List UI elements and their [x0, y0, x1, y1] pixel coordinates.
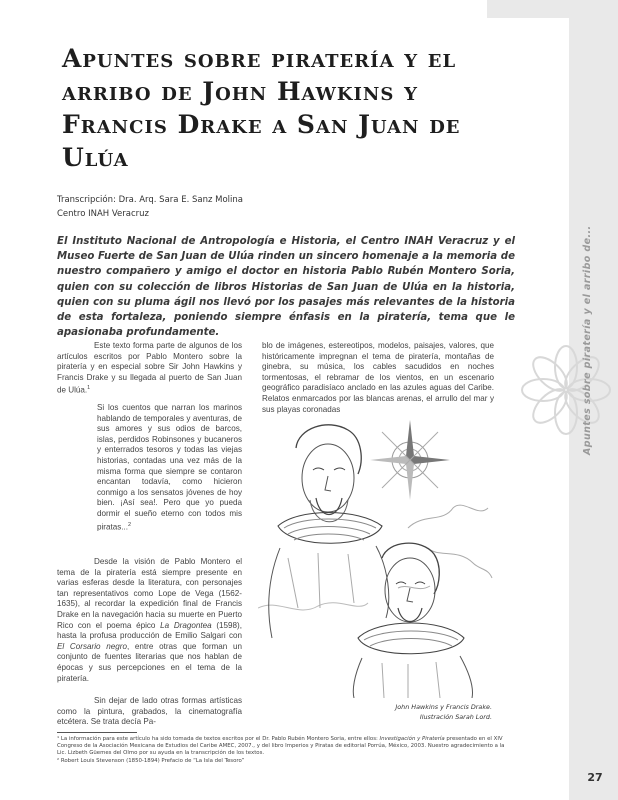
footnote-1: [57, 736, 513, 758]
pirate-portraits-illustration: [258, 408, 494, 698]
caption-line: John Hawkins y Francis Drake.: [395, 703, 492, 711]
page-number: 27: [587, 771, 603, 784]
footnote-divider: [57, 732, 137, 733]
running-head: [582, 225, 606, 479]
francis-drake-portrait: [353, 543, 472, 698]
body-column-1-paragraph-2: [57, 557, 242, 684]
running-head-text: Apuntes sobre piratería y el arribo de...: [582, 225, 593, 455]
stevenson-quote: [97, 403, 242, 533]
footnote-text: presentado en el XIV Congreso de la Asociación Mexicana de Estudios del Caribe AMEC, 2007., y del libro Imperios y Piratas de editorial Porrúa, México, 2003. Nuestro agradecimiento a la Lic. Lizbeth Güemes del Olmo por su ayuda en la transcripción de los textos.: [57, 736, 505, 757]
paragraph-text: Este texto forma parte de algunos de los artículos escritos por Pablo Montero sobre la piratería y en especial sobre Sir John Hawkins y Francis Drake y su llegada al puerto de San Juan de Ulúa.: [57, 341, 242, 396]
caption-line: Ilustración Sarah Lord.: [419, 713, 492, 721]
work-title: La Dragontea: [160, 620, 212, 630]
transcription-credit: Transcripción: Dra. Arq. Sara E. Sanz Molina: [57, 195, 243, 205]
footnote-marker: 1: [87, 385, 91, 392]
work-title: Investigación y Piratería: [379, 736, 445, 742]
footnote-text: ¹ La información para este artículo ha sido tomada de textos escritos por el Dr. Pablo Rubén Montero Soria, entre ellos:: [57, 736, 380, 742]
body-column-2-paragraph-1: blo de imágenes, estereotipos, modelos, paisajes, valores, que históricamente impregnan el tema de piratería, montañas de ginebra, su música, los cables sacudidos en noches tormentosas, el rebramar de los vientos, en un escenario geográfico paradisíaco anclado en las azules aguas del Caribe. Relatos enmarcados por las blancas arenas, el arrullo del mar y sus playas coronadas: [262, 341, 494, 414]
illustration-caption: [342, 702, 492, 722]
paragraph-text: (1598), hasta la profusa producción de Emilio Salgari con: [57, 620, 242, 641]
center-credit: Centro INAH Veracruz: [57, 209, 149, 219]
body-column-1-paragraph-1: [57, 341, 242, 397]
footnotes: [57, 736, 513, 765]
paragraph-text: Desde la visión de Pablo Montero el tema de la piratería está siempre presente en varias esferas desde la literatura, con personajes tan representativos como Lope de Vega (1562-1635), al recordar la expedición final de Francis Drake en la navegación hacia su muerte en Puerto Rico con el poema épico: [57, 557, 242, 630]
work-title: El Corsario negro: [57, 641, 127, 651]
quote-text: Si los cuentos que narran los marinos hablando de temporales y aventuras, de sus amores y sus odios de barcos, islas, perdidos Robinsones y bucaneros y enterrados tesoros y todas las viejas historias, contadas una vez más de la misma forma que siempre se contaron encantan todavía, como hicieron conmigo a los sensatos jóvenes de hoy bien. ¡Así sea!. Pero que yo pueda dormir el sueño eterno con todos mis piratas...: [97, 403, 242, 532]
article-title: Apuntes sobre piratería y el arribo de John Hawkins y Francis Drake a San Juan de Ulúa: [62, 44, 461, 172]
body-column-1-paragraph-3: Sin dejar de lado otras formas artísticas como la pintura, grabados, la cinematografía etcétera. Se trata decía Pa-: [57, 696, 242, 727]
footnote-marker: 2: [128, 521, 132, 528]
compass-rose-icon: [370, 420, 450, 500]
footnote-2: ² Robert Louis Stevenson (1850-1894) Prefacio de “La Isla del Tesoro”: [57, 757, 245, 764]
john-hawkins-portrait: [269, 425, 389, 638]
decorative-flower-icon: [516, 340, 616, 440]
paragraph-text: , entre otras que forman un conjunto de fuentes literarias que nos hablan de épocas y sus percepciones en el tema de la piratería.: [57, 641, 242, 683]
intro-paragraph: El Instituto Nacional de Antropología e Historia, el Centro INAH Veracruz y el Museo Fuerte de San Juan de Ulúa rinden un sincero homenaje a la memoria de nuestro compañero y amigo el doctor en historia Pablo Rubén Montero Soria, quien con su colección de libros Historias de San Juan de Ulúa en la historia, quien con su pluma ágil nos llevó por los pasajes más relevantes de la historia de esta fortaleza, poniendo siempre énfasis en la piratería, tema que le apasionaba profundamente.: [57, 236, 515, 339]
